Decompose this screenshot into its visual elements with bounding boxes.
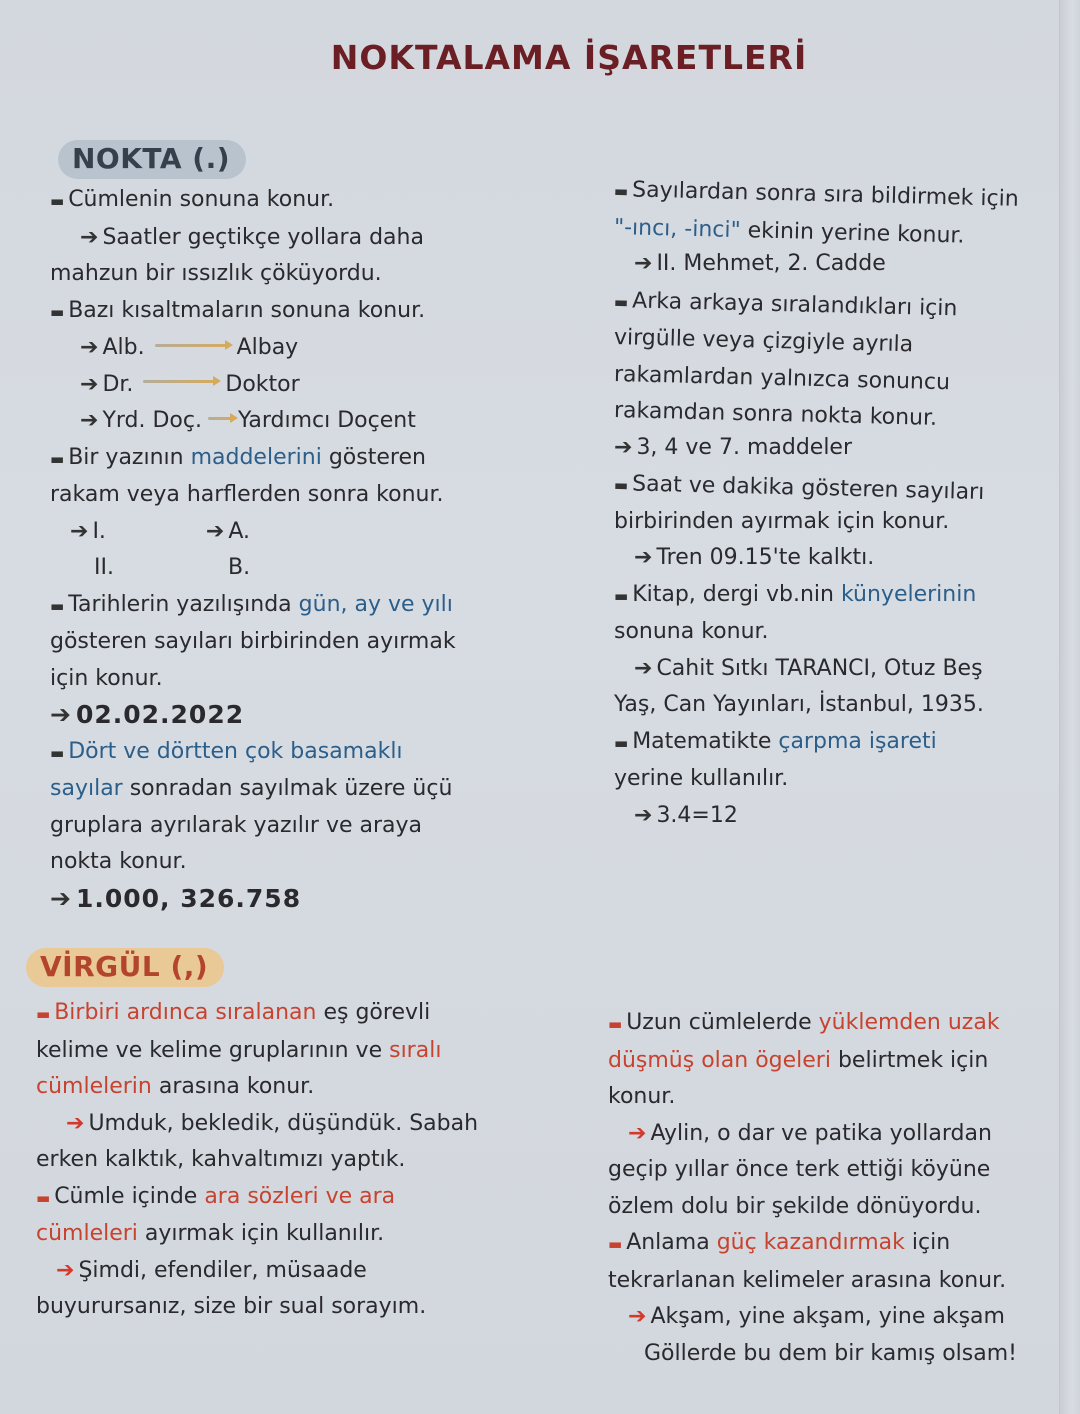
rule-cont: için konur.: [50, 665, 163, 691]
bullet-icon: ▬: [614, 586, 629, 605]
rule-cont: sonuna konur.: [614, 619, 769, 644]
bullet-icon: ▬: [608, 1235, 623, 1253]
rule-cont: rakamdan sonra nokta konur.: [613, 398, 938, 431]
rule: ▬ Arka arkaya sıralandıkları için: [613, 287, 958, 321]
bullet-icon: ▬: [614, 733, 629, 752]
example: ➔ Cahit Sıtkı TARANCI, Otuz Beş: [634, 655, 983, 681]
rule: ▬ Bir yazının maddelerini gösteren: [50, 444, 426, 470]
rule-cont: tekrarlanan kelimeler arasına konur.: [608, 1267, 1007, 1293]
rule: ▬ Bazı kısaltmaların sonuna konur.: [50, 297, 426, 323]
rule-cont: cümlelerin arasına konur.: [36, 1074, 315, 1099]
arrow-icon: ➔: [56, 1257, 75, 1283]
rule: ▬ Anlama güç kazandırmak için: [608, 1230, 951, 1255]
example: ➔ Umduk, bekledik, düşündük. Sabah: [66, 1110, 479, 1136]
bullet-icon: ▬: [608, 1015, 623, 1033]
virgul-right-column: [608, 1005, 1058, 1372]
rule-cont: "-ıncı, -inci" ekinin yerine konur.: [613, 214, 965, 249]
arrow-icon: ➔: [80, 408, 99, 433]
rule: ▬ Cümle içinde ara sözleri ve ara: [36, 1183, 396, 1209]
arrow-icon: ➔: [634, 655, 653, 681]
arrow-icon: ➔: [80, 224, 99, 250]
arrow-icon: ➔: [634, 251, 653, 276]
example-cont: geçip yıllar önce terk ettiği köyüne: [608, 1157, 991, 1182]
virgul-left-column: [36, 995, 566, 1326]
example: ➔ I. ➔ A.: [70, 518, 251, 544]
rule-cont: birbirinden ayırmak için konur.: [614, 508, 950, 534]
example: II. B.: [94, 555, 251, 580]
page-title: NOKTALAMA İŞARETLERİ: [330, 38, 808, 77]
section-heading-virgul: VİRGÜL (,): [26, 948, 224, 987]
bullet-icon: ▬: [613, 476, 629, 495]
example-cont: Göllerde bu dem bir kamış olsam!: [644, 1340, 1017, 1366]
example: ➔ 02.02.2022: [50, 700, 245, 729]
rule: ▬ Tarihlerin yazılışında gün, ay ve yılı: [50, 591, 453, 617]
arrow-icon: ➔: [80, 335, 99, 360]
rule: ▬ Sayılardan sonra sıra bildirmek için: [613, 177, 1019, 212]
arrow-icon: ➔: [628, 1304, 647, 1329]
arrow-icon: ➔: [70, 518, 89, 544]
long-arrow-icon: [155, 344, 227, 347]
arrow-icon: ➔: [634, 802, 653, 828]
rule: ▬ Uzun cümlelerde yüklemden uzak: [608, 1010, 1000, 1035]
abbr-row: ➔ Yrd. Doç. Yardımcı Doçent: [80, 408, 416, 433]
bullet-icon: ▬: [50, 596, 65, 615]
arrow-icon: ➔: [634, 545, 653, 570]
rule-cont: virgülle veya çizgiyle ayrıla: [613, 325, 914, 358]
nokta-left-column: [50, 182, 550, 917]
example-cont: mahzun bir ıssızlık çöküyordu.: [50, 261, 382, 286]
arrow-icon: ➔: [80, 371, 99, 397]
rule-cont: gruplara ayrılarak yazılır ve araya: [50, 812, 423, 838]
bullet-icon: ▬: [36, 1005, 51, 1023]
rule: ▬ Matematikte çarpma işareti: [614, 728, 937, 754]
section-heading-nokta: NOKTA (.): [58, 140, 246, 179]
arrow-icon: ➔: [614, 434, 633, 460]
rule: ▬ Kitap, dergi vb.nin künyelerinin: [614, 581, 977, 607]
rule-cont: konur.: [608, 1084, 676, 1109]
bullet-icon: ▬: [613, 292, 629, 311]
arrow-icon: ➔: [628, 1120, 647, 1146]
abbr-row: ➔ Dr. Doktor: [80, 371, 300, 397]
example: ➔ Akşam, yine akşam, yine akşam: [628, 1304, 1005, 1329]
bullet-icon: ▬: [50, 192, 65, 210]
rule: ▬ Birbiri ardınca sıralanan eş görevli: [36, 1000, 431, 1025]
rule: ▬ Saat ve dakika gösteren sayıları: [613, 471, 985, 506]
example: ➔ II. Mehmet, 2. Cadde: [634, 251, 886, 276]
rule-cont: yerine kullanılır.: [614, 766, 789, 791]
arrow-icon: ➔: [50, 700, 72, 729]
rule: ▬ Dört ve dörtten çok basamaklı: [50, 738, 403, 764]
example: ➔ Şimdi, efendiler, müsaade: [56, 1257, 367, 1283]
arrow-icon: ➔: [50, 883, 72, 913]
rule-cont: nokta konur.: [50, 849, 187, 874]
example: ➔ Saatler geçtikçe yollara daha: [80, 224, 424, 250]
example: ➔ 3.4=12: [634, 802, 738, 828]
example: ➔ Tren 09.15'te kalktı.: [634, 545, 875, 570]
nokta-right-column: [614, 172, 1064, 834]
bullet-icon: ▬: [50, 302, 65, 321]
rule-cont: düşmüş olan ögeleri belirtmek için: [608, 1047, 989, 1073]
bullet-icon: ▬: [36, 1188, 51, 1207]
arrow-icon: ➔: [66, 1110, 85, 1136]
example-cont: buyurursanız, size bir sual sorayım.: [36, 1294, 427, 1319]
example: ➔ Aylin, o dar ve patika yollardan: [628, 1120, 992, 1146]
abbr-row: ➔ Alb. Albay: [80, 335, 299, 360]
example-cont: Yaş, Can Yayınları, İstanbul, 1935.: [614, 692, 984, 717]
rule: ▬ Cümlenin sonuna konur.: [50, 187, 335, 212]
bullet-icon: ▬: [613, 182, 629, 201]
rule-cont: gösteren sayıları birbirinden ayırmak: [50, 629, 456, 654]
example: ➔ 1.000, 326.758: [50, 883, 302, 913]
long-arrow-icon: [208, 417, 232, 420]
example-cont: özlem dolu bir şekilde dönüyordu.: [608, 1193, 982, 1219]
long-arrow-icon: [143, 380, 215, 383]
bullet-icon: ▬: [50, 449, 65, 468]
example: ➔ 3, 4 ve 7. maddeler: [614, 434, 853, 460]
rule-cont: kelime ve kelime gruplarının ve sıralı: [36, 1037, 442, 1063]
rule-cont: rakam veya harflerden sonra konur.: [50, 482, 444, 507]
rule-cont: sayılar sonradan sayılmak üzere üçü: [50, 776, 453, 801]
bullet-icon: ▬: [50, 743, 65, 762]
rule-cont: rakamlardan yalnızca sonuncu: [613, 361, 951, 395]
rule-cont: cümleleri ayırmak için kullanılır.: [36, 1221, 385, 1246]
example-cont: erken kalktık, kahvaltımızı yaptık.: [36, 1147, 406, 1172]
arrow-icon: ➔: [205, 518, 225, 544]
